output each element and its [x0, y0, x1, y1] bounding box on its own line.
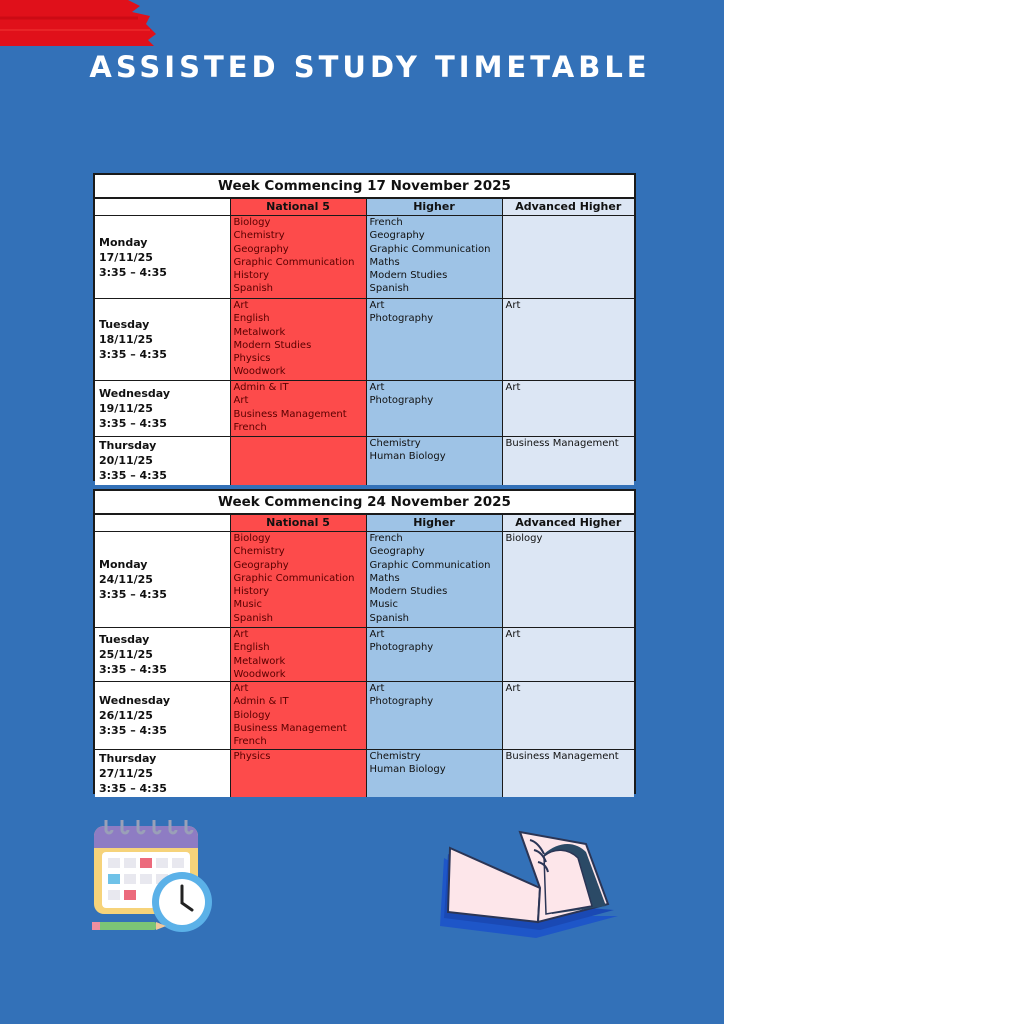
subject-item: Spanish	[369, 612, 409, 624]
national5-cell	[230, 381, 366, 437]
day-name: Tuesday	[99, 318, 150, 331]
day-cell	[95, 532, 230, 628]
subject-item: Art	[369, 382, 385, 393]
subject-item: Admin & IT	[233, 382, 289, 393]
day-date: 24/11/25	[99, 573, 153, 586]
higher-cell	[366, 216, 502, 299]
table-row	[95, 381, 634, 437]
red-brush-stroke-icon	[0, 0, 160, 48]
subject-item: History	[233, 270, 270, 282]
subject-item: Admin & IT	[233, 696, 289, 708]
column-header-blank	[95, 515, 230, 532]
day-name: Monday	[99, 558, 148, 571]
week-heading: Week Commencing 24 November 2025	[95, 491, 634, 515]
day-name: Thursday	[99, 751, 157, 765]
day-name: Tuesday	[99, 633, 150, 647]
day-time: 3:35 – 4:35	[99, 417, 167, 430]
day-time: 3:35 – 4:35	[99, 663, 167, 677]
subject-item: Art	[233, 300, 249, 311]
column-header-row	[95, 199, 634, 216]
day-date: 25/11/25	[99, 648, 153, 662]
day-name: Monday	[99, 235, 148, 249]
subject-item: Art	[505, 300, 521, 311]
subject-item: Metalwork	[233, 326, 286, 338]
day-date: 18/11/25	[99, 333, 153, 346]
table-row	[95, 628, 634, 682]
subject-item: Modern Studies	[369, 270, 448, 282]
table-row	[95, 750, 634, 797]
subject-item: Art	[369, 683, 385, 695]
subject-item: Art	[233, 629, 249, 640]
advanced-higher-cell	[502, 381, 634, 437]
subject-item: Photography	[369, 395, 434, 407]
national5-cell	[230, 682, 366, 750]
subject-item: French	[369, 533, 403, 544]
day-date: 20/11/25	[99, 454, 153, 468]
advanced-higher-cell	[502, 437, 634, 485]
day-cell	[95, 750, 230, 797]
subject-item: Maths	[369, 256, 400, 268]
page-title: ASSISTED STUDY TIMETABLE	[89, 50, 651, 84]
day-date: 19/11/25	[99, 402, 153, 415]
day-name: Wednesday	[99, 694, 171, 708]
subject-item: Geography	[369, 230, 425, 242]
subject-item: Music	[233, 599, 262, 611]
day-date: 26/11/25	[99, 709, 153, 723]
higher-cell	[366, 532, 502, 628]
subject-item: English	[233, 642, 270, 654]
advanced-higher-cell	[502, 532, 634, 628]
table-row	[95, 216, 634, 299]
subject-item: French	[233, 736, 267, 748]
national5-cell	[230, 628, 366, 682]
column-header-blank	[95, 199, 230, 216]
subject-item: Physics	[233, 751, 271, 763]
column-header-row	[95, 515, 634, 532]
subject-item: Business Management	[505, 751, 619, 763]
timetable-grid	[95, 199, 634, 485]
subject-item: Geography	[233, 243, 289, 255]
subject-item: Spanish	[369, 283, 409, 295]
column-header-advanced-higher: Advanced Higher	[502, 199, 634, 216]
day-name: Wednesday	[99, 387, 171, 400]
table-row	[95, 299, 634, 381]
day-time: 3:35 – 4:35	[99, 781, 167, 795]
subject-item: Chemistry	[369, 751, 421, 763]
subject-item: Business Management	[233, 723, 347, 735]
national5-cell	[230, 532, 366, 628]
advanced-higher-cell	[502, 628, 634, 682]
subject-item: Music	[369, 599, 398, 611]
subject-item: Biology	[233, 533, 271, 544]
subject-item: Human Biology	[369, 451, 446, 463]
column-header-advanced-higher: Advanced Higher	[502, 515, 634, 532]
table-row	[95, 682, 634, 750]
subject-item: Physics	[233, 353, 271, 365]
column-header-higher: Higher	[366, 515, 502, 532]
week-heading: Week Commencing 17 November 2025	[95, 175, 634, 199]
subject-item: Art	[505, 683, 521, 695]
week-2-timetable	[93, 489, 636, 794]
day-date: 27/11/25	[99, 766, 153, 780]
column-header-national5: National 5	[230, 199, 366, 216]
subject-item: Graphic Communication	[233, 256, 355, 268]
national5-cell	[230, 750, 366, 797]
advanced-higher-cell	[502, 299, 634, 381]
subject-item: Biology	[233, 217, 271, 228]
subject-item: Art	[505, 629, 521, 640]
day-cell	[95, 299, 230, 381]
day-cell	[95, 682, 230, 750]
higher-cell	[366, 682, 502, 750]
open-book-icon	[436, 818, 622, 944]
national5-cell	[230, 216, 366, 299]
subject-item: Business Management	[505, 438, 619, 449]
subject-item: Graphic Communication	[369, 243, 491, 255]
advanced-higher-cell	[502, 750, 634, 797]
subject-item: English	[233, 313, 270, 325]
subject-item: Photography	[369, 313, 434, 325]
subject-item: Spanish	[233, 283, 273, 295]
subject-item: French	[369, 217, 403, 228]
table-row	[95, 532, 634, 628]
day-cell	[95, 216, 230, 299]
subject-item: Chemistry	[369, 438, 421, 449]
subject-item: Spanish	[233, 612, 273, 624]
subject-item: Woodwork	[233, 366, 286, 378]
subject-item: Art	[233, 683, 249, 695]
subject-item: Photography	[369, 642, 434, 654]
day-cell	[95, 628, 230, 682]
subject-item: Maths	[369, 572, 400, 584]
higher-cell	[366, 750, 502, 797]
subject-item: History	[233, 586, 270, 598]
subject-item: Business Management	[233, 408, 347, 420]
day-time: 3:35 – 4:35	[99, 348, 167, 361]
day-time: 3:35 – 4:35	[99, 724, 167, 738]
advanced-higher-cell	[502, 216, 634, 299]
day-date: 17/11/25	[99, 250, 153, 264]
day-cell	[95, 381, 230, 437]
national5-cell	[230, 299, 366, 381]
higher-cell	[366, 628, 502, 682]
column-header-national5: National 5	[230, 515, 366, 532]
day-time: 3:35 – 4:35	[99, 469, 167, 483]
subject-item: French	[233, 421, 267, 433]
subject-item: Woodwork	[233, 668, 286, 680]
day-name: Thursday	[99, 439, 157, 453]
timetable-grid	[95, 515, 634, 797]
table-row	[95, 437, 634, 485]
subject-item: Chemistry	[233, 230, 285, 242]
timetable-body	[95, 216, 634, 485]
subject-item: Art	[233, 395, 249, 407]
subject-item: Human Biology	[369, 764, 446, 776]
day-cell	[95, 437, 230, 485]
column-header-higher: Higher	[366, 199, 502, 216]
day-time: 3:35 – 4:35	[99, 588, 167, 601]
subject-item: Biology	[505, 533, 543, 544]
subject-item: Modern Studies	[369, 586, 448, 598]
subject-item: Metalwork	[233, 655, 286, 667]
subject-item: Geography	[369, 546, 425, 558]
higher-cell	[366, 299, 502, 381]
subject-item: Photography	[369, 696, 434, 708]
subject-item: Art	[505, 382, 521, 393]
day-time: 3:35 – 4:35	[99, 265, 167, 279]
higher-cell	[366, 437, 502, 485]
advanced-higher-cell	[502, 682, 634, 750]
subject-item: Chemistry	[233, 546, 285, 558]
subject-item: Biology	[233, 709, 271, 721]
subject-item: Art	[369, 300, 385, 311]
subject-item: Modern Studies	[233, 339, 312, 351]
timetable-body	[95, 532, 634, 797]
subject-item: Graphic Communication	[369, 559, 491, 571]
subject-item: Geography	[233, 559, 289, 571]
week-1-timetable	[93, 173, 636, 481]
subject-item: Art	[369, 629, 385, 640]
calendar-clock-icon	[88, 808, 216, 936]
national5-cell	[230, 437, 366, 485]
higher-cell	[366, 381, 502, 437]
subject-item: Graphic Communication	[233, 572, 355, 584]
